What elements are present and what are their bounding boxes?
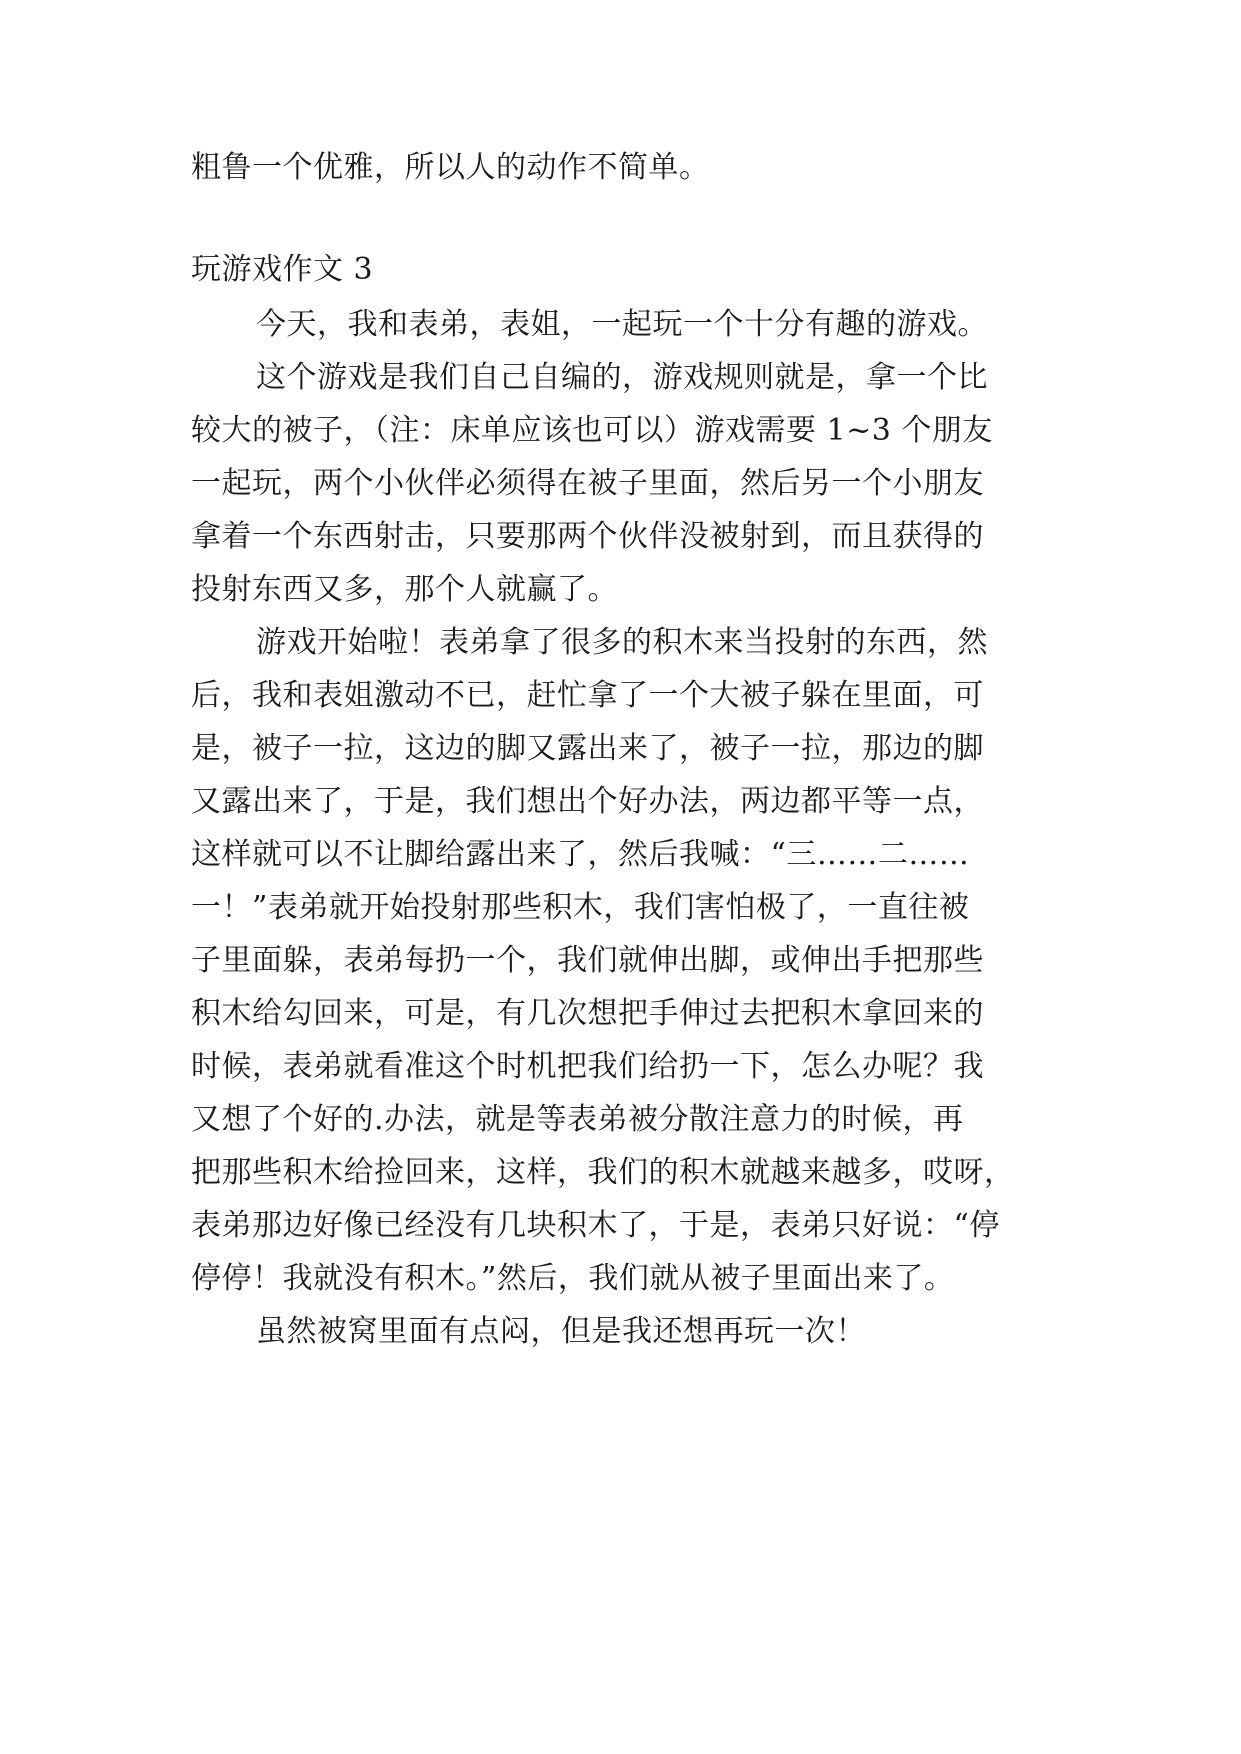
paragraph-3-line-7: 子里面躲，表弟每扔一个，我们就伸出脚，或伸出手把那些 <box>191 943 984 978</box>
previous-essay-last-line: 粗鲁一个优雅，所以人的动作不简单。 <box>191 150 710 185</box>
essay-title: 玩游戏作文 3 <box>191 252 374 287</box>
paragraph-3-line-13: 停停！我就没有积木。”然后，我们就从被子里面出来了。 <box>191 1261 955 1296</box>
paragraph-3-line-1: 游戏开始啦！表弟拿了很多的积木来当投射的东西，然 <box>256 625 988 660</box>
paragraph-3-line-12: 表弟那边好像已经没有几块积木了，于是，表弟只好说：“停 <box>191 1208 1000 1243</box>
paragraph-2-line-5: 投射东西又多，那个人就赢了。 <box>191 572 618 607</box>
paragraph-3-line-2: 后，我和表姐激动不已，赶忙拿了一个大被子躲在里面，可 <box>191 678 984 713</box>
paragraph-3-line-10: 又想了个好的.办法，就是等表弟被分散注意力的时候，再 <box>191 1102 964 1137</box>
paragraph-2-line-3: 一起玩，两个小伙伴必须得在被子里面，然后另一个小朋友 <box>191 466 984 501</box>
paragraph-3-line-11: 把那些积木给捡回来，这样，我们的积木就越来越多，哎呀， <box>191 1155 1015 1190</box>
paragraph-1-line-1: 今天，我和表弟，表姐，一起玩一个十分有趣的游戏。 <box>256 307 988 342</box>
paragraph-3-line-6: 一！”表弟就开始投射那些积木，我们害怕极了，一直往被 <box>191 890 970 925</box>
paragraph-2-line-4: 拿着一个东西射击，只要那两个伙伴没被射到，而且获得的 <box>191 519 984 554</box>
paragraph-2-line-2: 较大的被子，（注：床单应该也可以）游戏需要 1~3 个朋友 <box>191 413 993 448</box>
paragraph-2-line-1: 这个游戏是我们自己自编的，游戏规则就是，拿一个比 <box>256 360 988 395</box>
paragraph-4-line-1: 虽然被窝里面有点闷，但是我还想再玩一次！ <box>256 1314 866 1349</box>
paragraph-3-line-9: 时候，表弟就看准这个时机把我们给扔一下，怎么办呢？我 <box>191 1049 984 1084</box>
paragraph-3-line-5: 这样就可以不让脚给露出来了，然后我喊：“三……二…… <box>191 837 970 872</box>
paragraph-3-line-3: 是，被子一拉，这边的脚又露出来了，被子一拉，那边的脚 <box>191 731 984 766</box>
paragraph-3-line-8: 积木给勾回来，可是，有几次想把手伸过去把积木拿回来的 <box>191 996 984 1031</box>
paragraph-3-line-4: 又露出来了，于是，我们想出个好办法，两边都平等一点， <box>191 784 984 819</box>
